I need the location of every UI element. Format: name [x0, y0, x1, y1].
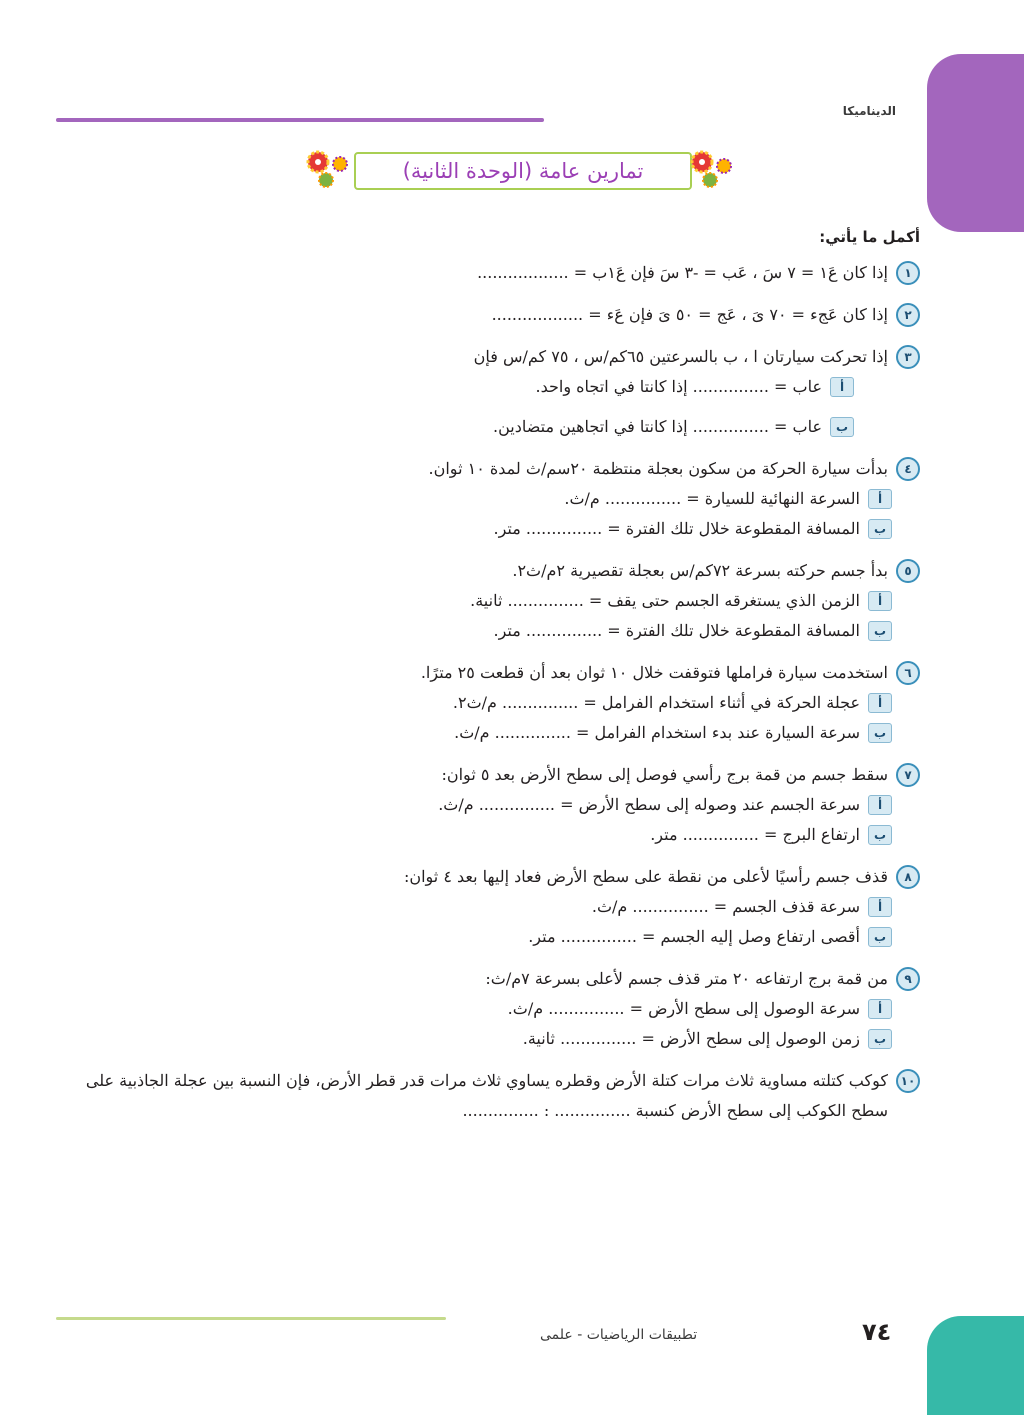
sub-letter: ب: [868, 723, 892, 743]
question-text: من قمة برج ارتفاعه ٢٠ متر قذف جسم لأعلى بسرعة ٧م/ث:: [485, 969, 888, 988]
sub-letter: ب: [868, 621, 892, 641]
question-5: [60, 556, 920, 646]
sub-letter: ب: [830, 417, 854, 437]
sub-question: [60, 994, 892, 1024]
sub-text: المسافة المقطوعة خلال تلك الفترة = ............... متر.: [493, 519, 860, 538]
sub-question: [60, 892, 892, 922]
sub-letter: ب: [868, 825, 892, 845]
sub-text: ارتفاع البرج = ............... متر.: [650, 825, 860, 844]
sub-text: المسافة المقطوعة خلال تلك الفترة = ............... متر.: [493, 621, 860, 640]
sub-text: عاب = ............... إذا كانتا في اتجاه واحد.: [535, 377, 822, 396]
sub-letter: أ: [868, 795, 892, 815]
sub-question: [60, 616, 892, 646]
sub-letter: أ: [868, 897, 892, 917]
sub-question: [60, 1024, 892, 1054]
sub-text: سرعة السيارة عند بدء استخدام الفرامل = ............... م/ث.: [454, 723, 860, 742]
sub-question: [60, 372, 854, 402]
question-text: بدأت سيارة الحركة من سكون بعجلة منتظمة ٢٠سم/ث لمدة ١٠ ثوان.: [428, 459, 888, 478]
question-4: [60, 454, 920, 544]
sub-question: [60, 718, 892, 748]
question-number: ٥: [896, 559, 920, 583]
page-number: ٧٤: [862, 1318, 892, 1346]
question-8: [60, 862, 920, 952]
question-number: ٦: [896, 661, 920, 685]
header-rule: [56, 118, 544, 122]
question-text: استخدمت سيارة فراملها فتوقفت خلال ١٠ ثوان بعد أن قطعت ٢٥ مترًا.: [420, 663, 888, 682]
sub-letter: أ: [868, 489, 892, 509]
question-2: [60, 300, 920, 330]
sub-letter: أ: [868, 693, 892, 713]
sub-text: سرعة الجسم عند وصوله إلى سطح الأرض = ............... م/ث.: [438, 795, 860, 814]
sub-letter: أ: [868, 999, 892, 1019]
sub-text: زمن الوصول إلى سطح الأرض = ............... ثانية.: [522, 1029, 860, 1048]
question-10: [60, 1066, 920, 1126]
question-text: كوكب كتلته مساوية ثلاث مرات كتلة الأرض وقطره يساوي ثلاث مرات قدر قطر الأرض، فإن النسبة بين عجلة الجاذبية على سطح الكوكب إلى سطح الأرض كنسبة ............... : ...............: [85, 1071, 888, 1120]
sub-question: [60, 412, 854, 442]
chapter-label: الديناميكا: [842, 104, 896, 118]
sub-text: الزمن الذي يستغرقه الجسم حتى يقف = ............... ثانية.: [470, 591, 860, 610]
gears-icon: [684, 148, 736, 190]
sub-question: [60, 514, 892, 544]
intro-instruction: أكمل ما يأتي:: [819, 228, 920, 246]
question-text: قذف جسم رأسيًا لأعلى من نقطة على سطح الأرض فعاد إليها بعد ٤ ثوان:: [403, 867, 888, 886]
question-number: ٧: [896, 763, 920, 787]
sub-text: سرعة الوصول إلى سطح الأرض = ............... م/ث.: [507, 999, 860, 1018]
sub-letter: أ: [868, 591, 892, 611]
side-tab-purple: [927, 54, 1024, 232]
question-number: ٩: [896, 967, 920, 991]
question-3: [60, 342, 920, 442]
question-text: سقط جسم من قمة برج رأسي فوصل إلى سطح الأرض بعد ٥ ثوان:: [441, 765, 888, 784]
section-title: تمارين عامة (الوحدة الثانية): [354, 152, 692, 190]
sub-text: السرعة النهائية للسيارة = ............... م/ث.: [564, 489, 860, 508]
sub-question: [60, 586, 892, 616]
question-text: إذا تحركت سيارتان ا ، ب بالسرعتين ٦٥كم/س ، ٧٥ كم/س فإن: [473, 347, 888, 366]
sub-question: [60, 484, 892, 514]
sub-question: [60, 790, 892, 820]
question-number: ٢: [896, 303, 920, 327]
question-number: ٨: [896, 865, 920, 889]
sub-letter: أ: [830, 377, 854, 397]
question-number: ١٠: [896, 1069, 920, 1093]
footer-rule: [56, 1317, 446, 1320]
question-text: إذا كان عَجء = ٧٠ ىَ ، عَج = ٥٠ ىَ فإن عَء = ..................: [491, 305, 888, 324]
footer-subject: تطبيقات الرياضيات - علمى: [540, 1327, 698, 1343]
exercise-list: [60, 222, 920, 1138]
sub-letter: ب: [868, 519, 892, 539]
question-text: إذا كان عَ١ = ٧ سَ ، عَب = -٣ سَ فإن عَ١ب = ..................: [477, 263, 888, 282]
question-6: [60, 658, 920, 748]
question-1: [60, 258, 920, 288]
sub-text: أقصى ارتفاع وصل إليه الجسم = ............... متر.: [528, 927, 860, 946]
question-7: [60, 760, 920, 850]
sub-question: [60, 820, 892, 850]
sub-text: سرعة قذف الجسم = ............... م/ث.: [591, 897, 860, 916]
sub-text: عاب = ............... إذا كانتا في اتجاهين متضادين.: [493, 417, 822, 436]
sub-letter: ب: [868, 1029, 892, 1049]
sub-letter: ب: [868, 927, 892, 947]
question-number: ٣: [896, 345, 920, 369]
gears-icon: [302, 148, 354, 190]
sub-text: عجلة الحركة في أثناء استخدام الفرامل = ............... م/ث٢.: [452, 693, 860, 712]
side-tab-teal: [927, 1316, 1024, 1415]
question-number: ٤: [896, 457, 920, 481]
sub-question: [60, 688, 892, 718]
sub-question: [60, 922, 892, 952]
question-9: [60, 964, 920, 1054]
question-number: ١: [896, 261, 920, 285]
question-text: بدأ جسم حركته بسرعة ٧٢كم/س بعجلة تقصيرية ٢م/ث٢.: [512, 561, 888, 580]
